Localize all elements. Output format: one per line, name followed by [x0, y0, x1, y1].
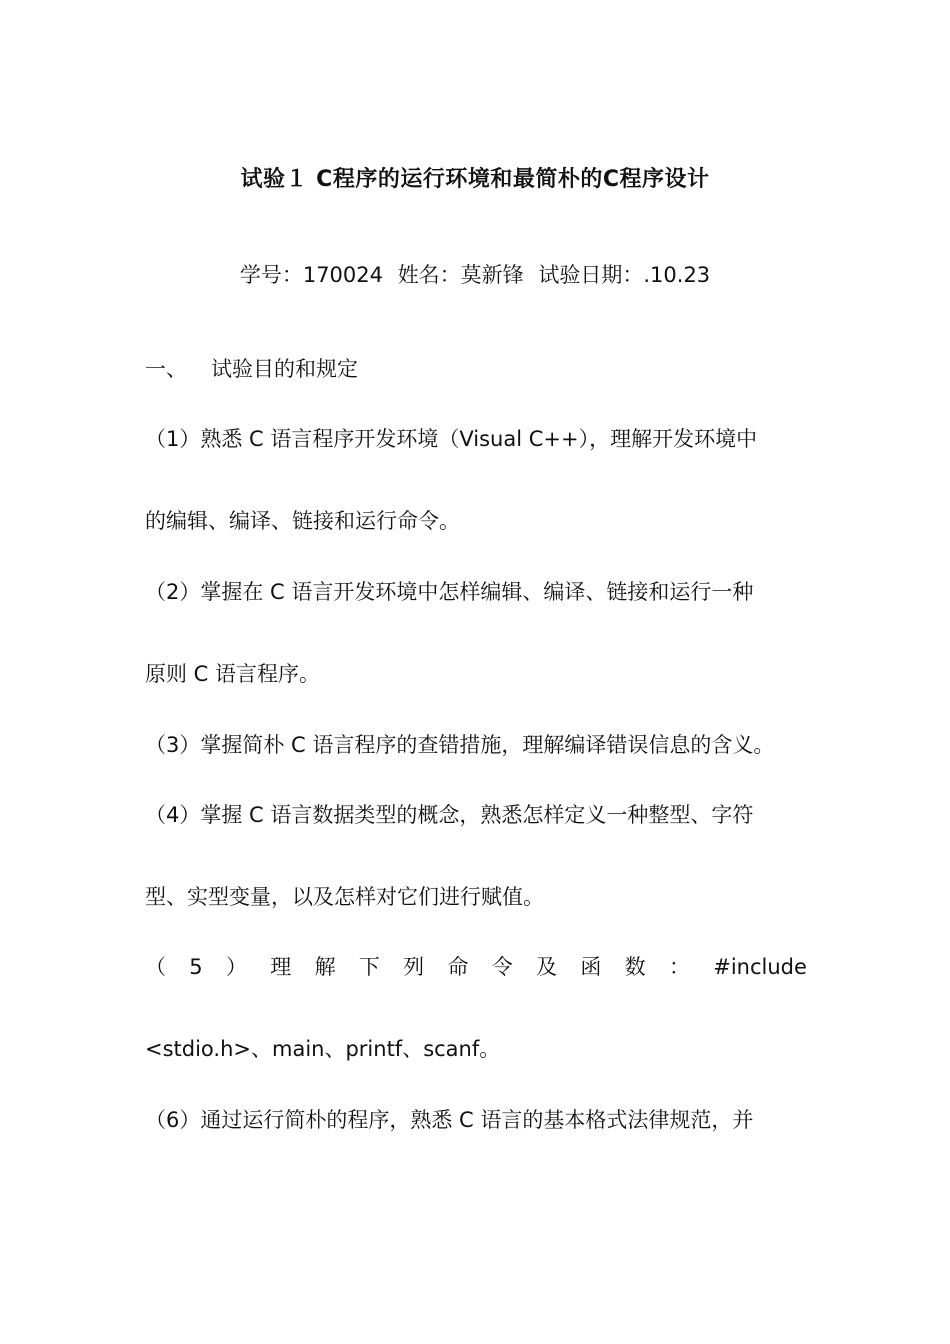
experiment-date: 试验日期：.10.23: [538, 263, 711, 287]
justified-char: 命: [447, 955, 469, 979]
paragraph-line: （3）掌握简朴 C 语言程序的查错措施，理解编译错误信息的含义。: [145, 733, 775, 757]
justified-char: 及: [536, 955, 558, 979]
justified-char: 数: [624, 955, 646, 979]
student-name: 姓名：莫新锋: [397, 263, 524, 287]
paragraph-line: （4）掌握 C 语言数据类型的概念，熟悉怎样定义一种整型、字符: [145, 803, 754, 827]
justified-char: 函: [580, 955, 602, 979]
paragraph-line: （1）熟悉 C 语言程序开发环境（Visual C++），理解开发环境中: [145, 427, 758, 451]
justified-char: 列: [403, 955, 425, 979]
section-title: 试验目的和规定: [211, 357, 358, 381]
student-info: [0, 260, 950, 290]
justified-char: ：: [668, 955, 690, 979]
student-id: 学号：170024: [239, 263, 383, 287]
justified-char: ）: [225, 955, 247, 979]
justified-char: （: [145, 955, 166, 979]
justified-char: 解: [314, 955, 336, 979]
paragraph-line: <stdio.h>、main、printf、scanf。: [145, 1037, 501, 1061]
section-number: 一、: [145, 357, 187, 381]
section-heading: [145, 354, 358, 384]
paragraph-line: 的编辑、编译、链接和运行命令。: [145, 509, 460, 533]
paragraph-line: 型、实型变量，以及怎样对它们进行赋值。: [145, 885, 544, 909]
justified-char: 令: [491, 955, 513, 979]
paragraph-line-justified: [145, 952, 807, 982]
paragraph-line: （6）通过运行简朴的程序，熟悉 C 语言的基本格式法律规范，并: [145, 1108, 754, 1132]
paragraph-line: （2）掌握在 C 语言开发环境中怎样编辑、编译、链接和运行一种: [145, 580, 754, 604]
document-title: 试验１ C程序的运行环境和最简朴的C程序设计: [240, 167, 710, 192]
justified-char: 5: [189, 955, 203, 979]
paragraph-line: 原则 C 语言程序。: [145, 662, 321, 686]
justified-char: 下: [358, 955, 380, 979]
justified-char: 理: [270, 955, 292, 979]
justified-char: #include: [713, 955, 807, 979]
